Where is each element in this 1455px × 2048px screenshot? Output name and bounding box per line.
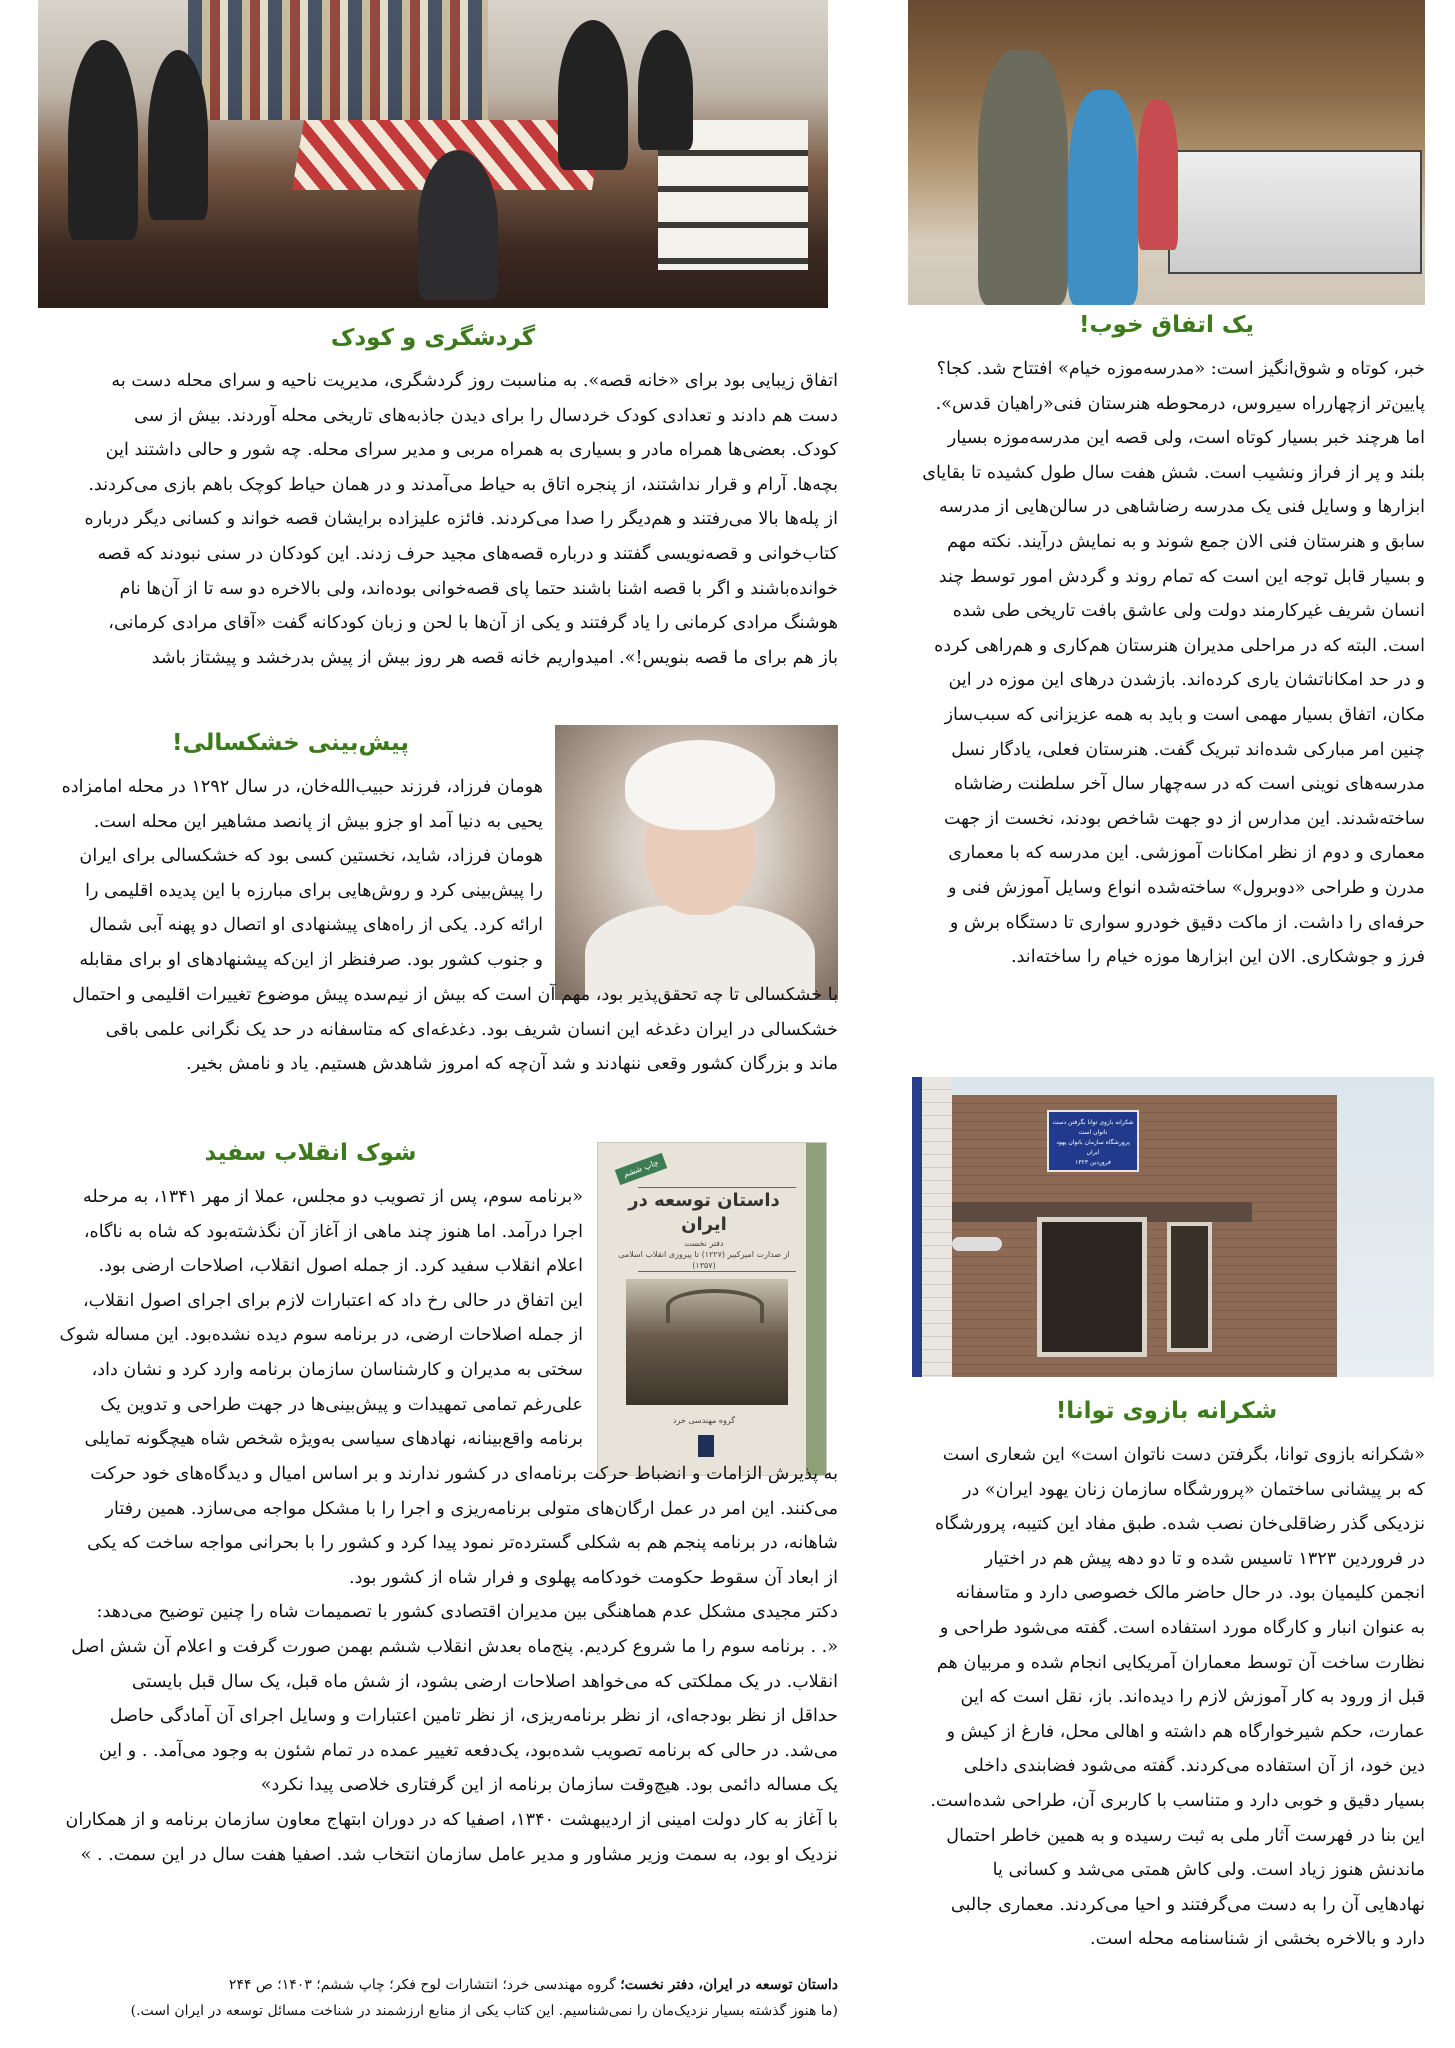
article-drought-body-narrow xyxy=(38,770,543,978)
text-line: یک مساله دائمی بود. هیچ‌وقت سازمان برنامه از این گرفتاری خلاصی پیدا نکرد» xyxy=(260,1775,838,1796)
text-line: حرفه‌ای را داشت. از ماکت دقیق خودرو سواری تا دستگاه برش و xyxy=(949,912,1425,933)
bookshelf xyxy=(188,0,488,120)
text-line: این بنا در فهرست آثار ملی به ثبت رسیده و به همین خاطر احتمال xyxy=(946,1825,1425,1846)
photo-children-story-house xyxy=(38,0,828,308)
book-edition-badge: چاپ ششم xyxy=(615,1153,667,1185)
text-line: که بر پیشانی ساختمان «پرورشگاه سازمان زنان یهود ایران» در xyxy=(962,1479,1425,1500)
street-lamp xyxy=(952,1237,1002,1251)
text-line: نزدیک او بود، به سمت وزیر مشاور و مدیر عامل سازمان انتخاب شد. اصفیا هفت سال در این سمت. . » xyxy=(80,1844,838,1865)
text-line: به عنوان انبار و کارگاه مورد استفاده است. گفته می‌شود طراحی و xyxy=(939,1617,1425,1638)
text-line: نظارت ساخت آن توسط معماران آمریکایی انجام شده و مربیان هم xyxy=(936,1652,1425,1673)
person-figure xyxy=(418,150,498,300)
text-line: کتاب‌خوانی و قصه‌نویسی گفتند و درباره قصه‌های مجید حرف زدند. این کودکان در سنی نبودند که قصه xyxy=(97,543,838,564)
text-line: «شکرانه بازوی توانا، بگرفتن دست ناتوان است» این شعاری است xyxy=(942,1445,1425,1465)
text-line: است. البته که در مراحلی مدیران هنرستان هم‌کاری و هم‌راهی کرده xyxy=(934,635,1425,656)
reference-note: (ما هنوز گذشته بسیار نزدیک‌مان را نمی‌شناسیم. این کتاب یکی از منابع ارزشمند در شناخت مسائل توسعه در ایران است.) xyxy=(130,2003,838,2019)
text-line: هوشنگ مرادی کرمانی را یاد گرفتند و یکی از آن‌ها با لحن و زبان کودکانه گفت «آقای مرادی کرمانی، xyxy=(108,613,838,634)
text-line: و در حد امکاناتشان یاری کرده‌اند. بازشدن درهای این موزه در این xyxy=(948,670,1425,691)
display-case xyxy=(1168,150,1422,274)
text-line: اتفاق زیبایی بود برای «خانه قصه». به مناسبت روز گردشگری، مدیریت ناحیه و سرای محله دست به xyxy=(111,371,838,391)
text-line: عمارت، حکم شیرخوارگاه هم داشته و اهالی محل، فارغ از کیش و xyxy=(946,1721,1425,1742)
text-line: می‌کنند. این امر در عمل ارگان‌های متولی برنامه‌ریزی و اجرا را با مشکل مواجه می‌سازد. همین رفتار xyxy=(105,1498,838,1519)
visitor-figure xyxy=(1138,100,1178,250)
text-line: چنین امر مبارکی شده‌اند تبریک گفت. هنرستان فعلی، یادگار نسل xyxy=(951,739,1425,760)
heading-museum: یک اتفاق خوب! xyxy=(1078,312,1255,338)
text-line: اجرا درآمد. اما هنوز چند ماهی از آغاز آن نگذشته‌بود که شاه به ناگاه، xyxy=(83,1221,583,1242)
text-line: علی‌رغم تمامی تمهیدات و پیش‌بینی‌ها در جهت طراحی و تدوین یک xyxy=(100,1394,583,1415)
visitor-figure xyxy=(1068,90,1138,305)
text-line: دکتر مجیدی مشکل عدم هماهنگی بین مدیران اقتصادی کشور با تصمیمات شاه را چنین توضیح می‌دهد: xyxy=(96,1602,838,1623)
book-volume: دفتر نخست xyxy=(684,1239,724,1248)
text-line: این اتفاق در حالی رخ داد که اعتبارات لازم برای اجرای اصول انقلاب، xyxy=(82,1290,583,1311)
text-line: از پله‌ها بالا می‌رفتند و هم‌دیگر را صدا می‌کردند. فائزه علیزاده برایشان قصه خواند و کسانی دیگر درباره xyxy=(84,509,838,530)
visitor-figure xyxy=(978,50,1068,305)
text-line: را پیش‌بینی کرد و روش‌هایی برای مبارزه با این پدیده اقلیمی را xyxy=(85,880,543,901)
text-line: کودک. بعضی‌ها همراه مادر و بسیاری به همراه مربی و مدیر سرای محله. چه شور و حالی داشتند این xyxy=(105,440,838,461)
text-line: ابزارها و وسایل فنی یک مدرسه رضاشاهی در سالن‌هایی از مدرسه xyxy=(938,497,1425,518)
photo-houman-farzad xyxy=(555,725,838,1000)
text-line: نزدیکی گذر رضاقلی‌خان نصب شده. طبق مفاد این کتیبه، پرورشگاه xyxy=(935,1514,1425,1535)
text-line: از جمله اصلاحات ارضی، در برنامه سوم دیده نشده‌بود. این مساله شوک xyxy=(59,1325,583,1346)
text-line: بسیار دقیق و خوبی دارد و متناسب با کاربری آن، طراحی شده‌است. xyxy=(930,1790,1425,1811)
text-line: قبل از ورود به کار آموزش لازم را دیده‌اند. باز، نقل است که این xyxy=(960,1687,1425,1708)
book-reference xyxy=(38,1972,838,1998)
bridge-arch xyxy=(666,1289,764,1323)
text-line: انقلاب. در یک مملکتی که می‌خواهد اصلاحات ارضی بشود، از شش ماه قبل، یک سال قبل بایستی xyxy=(131,1671,838,1692)
text-line: «. . برنامه سوم را ما شروع کردیم. پنج‌ماه بعدش انقلاب ششم بهمن صورت گرفت و اعلام آن شش اصل xyxy=(71,1636,838,1657)
text-line: هومان فرزاد، شاید، نخستین کسی بود که خشکسالی برای ایران xyxy=(79,846,543,867)
reference-title: داستان توسعه در ایران، دفتر نخست؛ xyxy=(620,1977,838,1993)
text-line: ماند و بزرگان کشور وقعی ننهادند و شد آن‌چه که امروز شاهدش هستیم. یاد و نامش بخیر. xyxy=(186,1054,838,1075)
text-line: با خشکسالی تا چه تحقق‌پذیر بود، مهم آن است که بیش از نیم‌سده پیش موضوع تغییرات اقلیمی و احتمال xyxy=(72,985,838,1005)
sign-line-3: فروردین ۱۳۲۳ xyxy=(1075,1159,1111,1166)
text-line: انجمن کلیمیان بود. در حال حاضر مالک خصوصی دارد و متاسفانه xyxy=(955,1583,1425,1604)
person-figure xyxy=(558,20,628,170)
article-tourism-body xyxy=(38,364,838,675)
divider xyxy=(638,1187,796,1188)
text-line: انسان شریف غیرکارمند دولت ولی عاشق بافت تاریخی طی شده xyxy=(952,601,1425,622)
text-line: و جنوب کشور بود. صرفنظر از این‌که پیشنهادهای او برای مقابله xyxy=(79,949,543,970)
text-line: می‌شد. در حالی که برنامه تصویب شده‌بود، یک‌دفعه تغییر عمده در تمام شئون به وجود می‌آمد. . و این xyxy=(98,1740,838,1761)
text-line: پایین‌تر ازچهارراه سیروس، درمحوطه هنرستان فنی«راهیان قدس». xyxy=(935,393,1425,414)
book-title: داستان توسعه در ایران xyxy=(628,1190,780,1235)
text-line: هومان فرزاد، فرزند حبیب‌الله‌خان، در سال ۱۲۹۲ در محله امامزاده xyxy=(61,777,543,797)
text-line: نهادهایی آن را به دست می‌گرفتند و احیا می‌کردند. معماری جالبی xyxy=(950,1894,1425,1915)
divider xyxy=(638,1271,796,1272)
photo-khayyam-museum xyxy=(908,0,1425,305)
text-line: فرز و جوشکاری. الان این ابزارها موزه خیام را ساخته‌اند. xyxy=(1010,947,1425,968)
window xyxy=(1037,1217,1147,1357)
photo-book-cover xyxy=(597,1142,827,1476)
text-line: دارد و بالاخره بخشی از شناسنامه محله است. xyxy=(1089,1929,1425,1950)
sign-line-2: پرورشگاه سازمان بانوان یهود ایران xyxy=(1056,1139,1130,1156)
text-line: بلند و پر از فراز ونشیب است. شش هفت سال طول کشیده تا بقایای xyxy=(922,462,1425,483)
article-museum-body xyxy=(908,352,1425,975)
text-line: بچه‌ها. آرام و قرار نداشتند، از پنجره اتاق به حیاط می‌آمدند و در همان حیاط کوچک باهم بازی می‌کردند. xyxy=(88,474,838,495)
article-orphanage-body xyxy=(908,1438,1425,1957)
text-line: حداقل از نظر بودجه‌ای، از نظر برنامه‌ریزی، از نظر تامین اعتبارات و وسایل اجرای آن آمادگی حاصل xyxy=(109,1706,838,1727)
text-line: خوانده‌باشند و اگر با قصه اشنا باشند حتما پای قصه‌خوانی بوده‌اند، ولی بالاخره دو سه تا از آن‌ها نام xyxy=(119,578,838,599)
text-line: برنامه واقع‌بینانه، نهادهای سیاسی به‌ویژه شخص شاه هیچگونه تمایلی xyxy=(84,1429,583,1450)
heading-orphanage: شکرانه بازوی توانا! xyxy=(1055,1398,1278,1424)
text-line: یحیی به دنیا آمد او جزو بیش از پانصد مشاهیر این محله است. xyxy=(93,811,543,832)
text-line: در فروردین ۱۳۲۳ تاسیس شده و تا دو دهه پیش هم در اختیار xyxy=(984,1548,1425,1569)
text-line: به پذیرش الزامات و انضباط حرکت برنامه‌ای در کشور ندارند و بر اساس امیال و دیدگاه‌های خود حرکت xyxy=(90,1464,838,1484)
text-line: ارائه کرد. یکی از راه‌های پیشنهادی او اتصال دو پهنه آبی شمال xyxy=(89,915,543,936)
text-line: سابق و هنرستان فنی الان جمع شوند و به نمایش درآیند. نکته مهم xyxy=(947,531,1425,552)
photo-orphanage-building xyxy=(912,1077,1434,1377)
text-line: و بسیار قابل توجه این است که تمام روند و گردش امور توسط چند xyxy=(938,566,1425,587)
reference-detail: گروه مهندسی خرد؛ انتشارات لوح فکر؛ چاپ ششم؛ ۱۴۰۳؛ ص ۲۴۴ xyxy=(228,1977,621,1993)
book-author: گروه مهندسی خرد xyxy=(672,1416,736,1425)
text-line: اما هرچند خبر بسیار کوتاه است، ولی قصه این مدرسه‌موزه بسیار xyxy=(947,428,1425,449)
book-subtitle: از صدارت امیرکبیر (۱۲۲۷) تا پیروزی انقلاب اسلامی (۱۳۵۷) xyxy=(618,1250,790,1270)
text-line: مکان، اتفاق بسیار مهمی است و باید به همه عزیزانی که سبب‌ساز xyxy=(944,704,1425,725)
article-white-revolution-body-narrow xyxy=(38,1180,583,1457)
text-line: از ابعاد آن سقوط حکومت خودکامه پهلوی و فرار شاه از کشور بود. xyxy=(348,1567,838,1588)
text-line: معماری و دوم از نظر امکانات آموزشی. این مدرسه که با معماری xyxy=(948,843,1425,864)
text-line: ساخته‌شدند. این مدارس از دو جهت شاخص بودند، نخست از جهت xyxy=(943,808,1425,829)
text-line: مدرسه‌های نوینی است که در سه‌چهار سال آخر سلطنت رضاشاه xyxy=(953,774,1425,795)
book-title-block xyxy=(608,1189,800,1271)
text-line: دین خود، از آن استفاده می‌کردند. گفته می‌شود فضابندی داخلی xyxy=(963,1756,1425,1777)
text-line: با آغاز به کار دولت امینی از اردیبهشت ۱۳۴۰، اصفیا که در دوران ابتهاج معاون سازمان برنامه و از همکاران xyxy=(65,1809,838,1830)
text-line: خبر، کوتاه و شوق‌انگیز است: «مدرسه‌موزه خیام» افتتاح شد. کجا؟ xyxy=(936,359,1425,379)
heading-tourism: گردشگری و کودک xyxy=(330,325,536,351)
heading-white-revolution: شوک انقلاب سفید xyxy=(204,1140,417,1166)
inscription-sign xyxy=(1047,1110,1139,1172)
text-line: خشکسالی در ایران دغدغه این انسان شریف بود. دغدغه‌ای که متاسفانه در حد یک نگرانی علمی باقی xyxy=(105,1019,838,1040)
text-line: ماندنش هنوز زیاد است. ولی کاش همتی می‌شد و کسانی یا xyxy=(992,1860,1425,1881)
text-line: شاهانه، در برنامه پنجم هم به شکلی گسترده‌تر نمود پیدا کرد و کشور را با بحرانی مواجه ساخت که یکی xyxy=(87,1533,838,1554)
text-line: «برنامه سوم، پس از تصویب دو مجلس، عملا از مهر ۱۳۴۱، به مرحله xyxy=(82,1187,583,1207)
adjacent-building xyxy=(912,1077,952,1377)
article-white-revolution-body-wide xyxy=(38,1457,838,1872)
text-line: سختی به مدیران و کارشناسان سازمان برنامه وارد کرد و نشان داد، xyxy=(91,1359,583,1380)
article-drought-body-wide xyxy=(38,978,838,1082)
portrait-hair xyxy=(625,740,775,830)
heading-drought: پیش‌بینی خشکسالی! xyxy=(171,730,410,756)
text-line: اعلام انقلاب سفید کرد. از جمله اصول انقلاب، اصلاحات ارضی بود. xyxy=(98,1256,583,1277)
person-figure xyxy=(68,40,138,240)
book-cover-photo-bridge xyxy=(626,1279,788,1405)
person-figure xyxy=(148,50,208,220)
text-line: دست هم دادند و تعدادی کودک خردسال را برای دیدن جاذبه‌های تاریخی محله آوردند. بیش از سی xyxy=(134,405,838,426)
sign-line-1: شکرانه بازوی توانا بگرفتن دست ناتوان است xyxy=(1052,1119,1134,1136)
window xyxy=(1167,1222,1212,1352)
person-figure xyxy=(638,30,693,150)
publisher-logo xyxy=(698,1435,714,1457)
book-spine xyxy=(806,1143,826,1475)
text-line: مدرن و طراحی «دوبرول» ساخته‌شده انواع وسایل آموزش فنی و xyxy=(947,877,1425,898)
text-line: باز هم برای ما قصه بنویس!». امیدواریم خانه قصه هر روز بیش از پیش بدرخشد و پیشتاز باشد xyxy=(151,647,838,668)
